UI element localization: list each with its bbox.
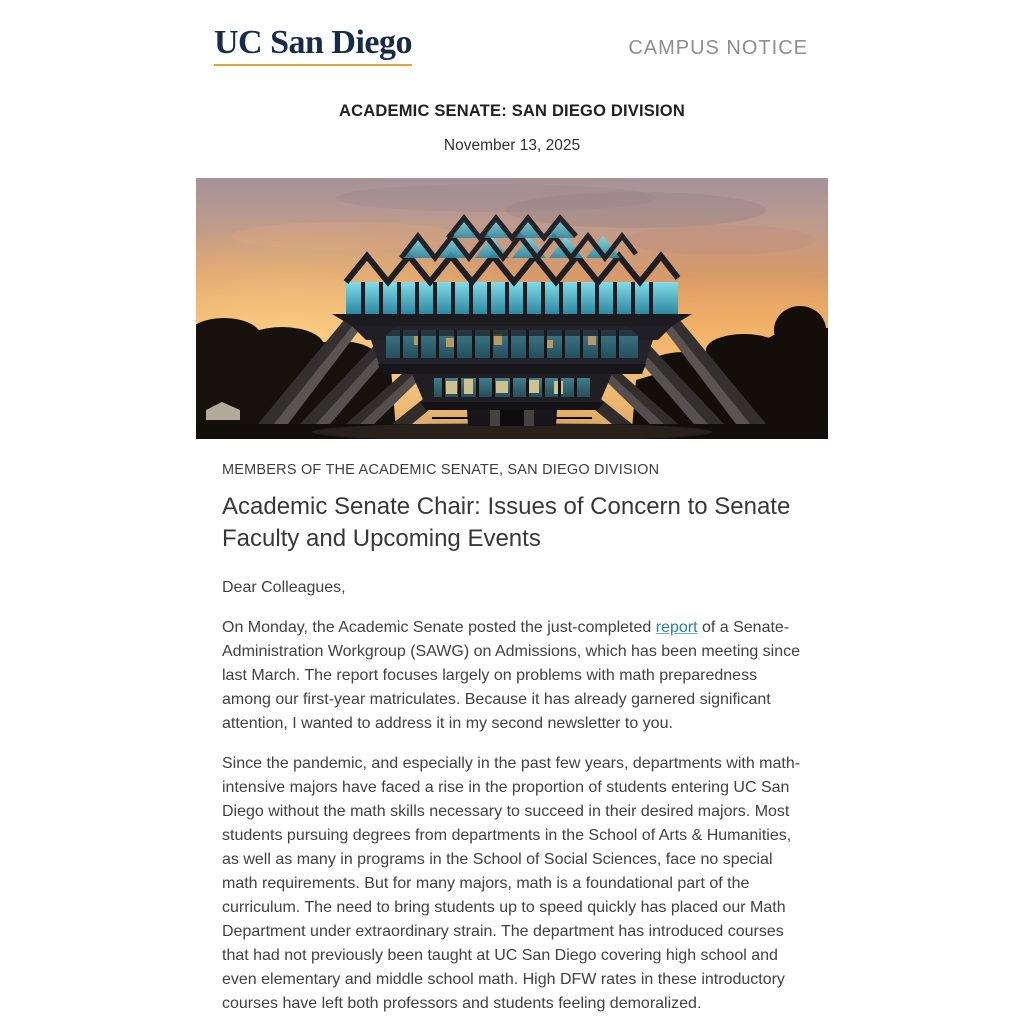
- campus-notice-label: CAMPUS NOTICE: [628, 36, 808, 59]
- notice-date: November 13, 2025: [443, 137, 581, 154]
- header: [196, 0, 828, 66]
- article: [196, 462, 828, 1016]
- article-title: Academic Senate Chair: Issues of Concern to Senate Faculty and Upcoming Events: [222, 493, 791, 552]
- paragraph-1-before-link: On Monday, the Academic Senate posted the just-completed: [222, 618, 656, 636]
- geisel-library-photo: [196, 178, 828, 439]
- paragraph-2: Since the pandemic, and especially in the past few years, departments with math-intensive majors have faced a rise in the proportion of students entering UC San Diego without the math skills necessary to succeed in their desired majors. Most students pursuing degrees from departments in the School of Arts & Humanities, as well as many in programs in the School of Social Sciences, face no special math requirements. But for many majors, math is a foundational part of the curriculum. The need to bring students up to speed quickly has placed our Math Department under extraordinary strain. The department has introduced courses that had not previously been taught at UC San Diego covering high school and even elementary and middle school math. High DFW rates in these introductory courses have left both professors and students feeling demoralized.: [222, 754, 801, 1012]
- paragraph-1: [222, 616, 802, 736]
- paragraph-1-after-link: of a Senate-Administration Workgroup (SAWG) on Admissions, which has been meeting since last March. The report focuses largely on problems with math preparedness among our first-year matriculates. Because it has already garnered significant attention, I wanted to address it in my second newsletter to you.: [222, 618, 801, 732]
- audience-line: MEMBERS OF THE ACADEMIC SENATE, SAN DIEGO DIVISION: [222, 462, 660, 478]
- salutation: Dear Colleagues,: [222, 578, 346, 596]
- email-body: [196, 0, 828, 1016]
- masthead: [196, 102, 828, 155]
- ucsd-logo[interactable]: [214, 26, 412, 66]
- ucsd-logo-text: UC San Diego: [214, 24, 413, 61]
- report-link[interactable]: report: [655, 618, 698, 636]
- division-heading: ACADEMIC SENATE: SAN DIEGO DIVISION: [339, 102, 685, 120]
- ucsd-logo-gold-underline: [214, 64, 412, 66]
